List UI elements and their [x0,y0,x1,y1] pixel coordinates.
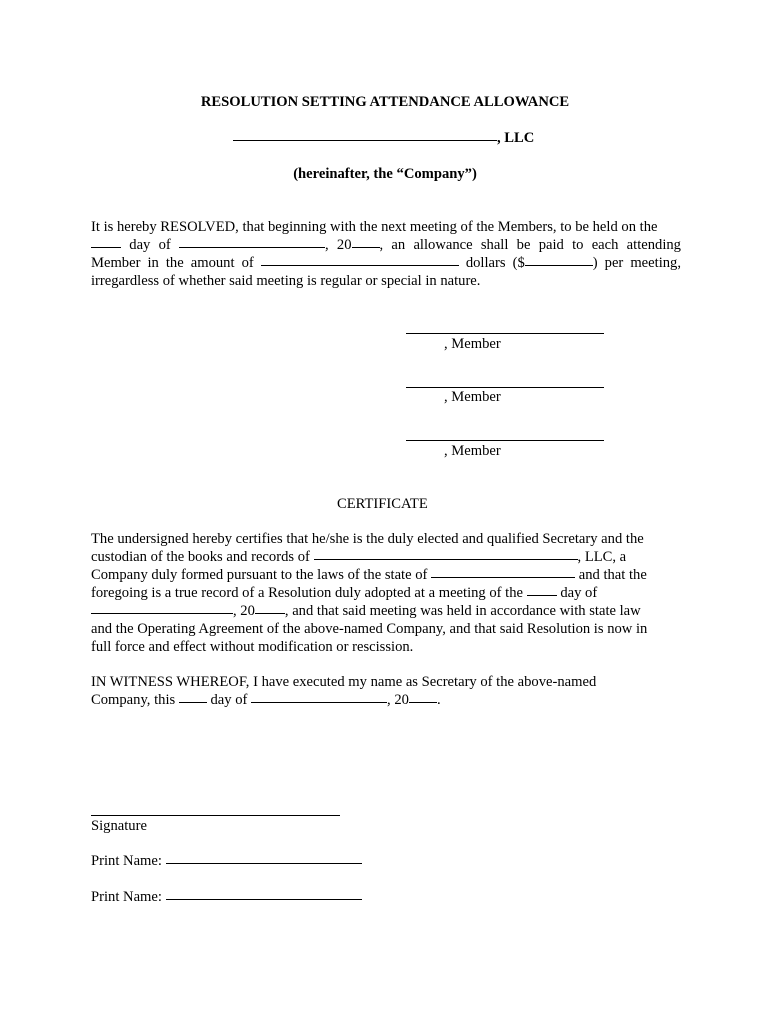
witness-day-blank[interactable] [179,701,207,703]
day-blank[interactable] [91,246,121,248]
witness-month-blank[interactable] [251,701,387,703]
member-signature-line-1[interactable] [406,333,604,334]
company-name-line [233,130,534,147]
print-name-row-2: Print Name: [91,889,362,906]
resolution-line-1: It is hereby RESOLVED, that beginning with the next meeting of the Members, to be held on the [91,219,658,235]
resolution-line-2: day of , 20 , an allowance shall be paid to each attending [91,237,681,254]
certificate-line-7: full force and effect without modification or rescission. [91,639,414,655]
print-name-row-1: Print Name: [91,853,362,870]
certificate-line-1: The undersigned hereby certifies that he/she is the duly elected and qualified Secretary and the [91,531,644,547]
certificate-heading: CERTIFICATE [337,496,428,512]
member-signature-line-3[interactable] [406,440,604,441]
witness-line-1: IN WITNESS WHEREOF, I have executed my name as Secretary of the above-named [91,674,597,690]
member-label-2: , Member [444,389,501,405]
member-label-3: , Member [444,443,501,459]
year-blank[interactable] [352,246,380,248]
signature-line[interactable] [91,815,340,816]
certificate-line-5: , 20 , and that said meeting was held in accordance with state law [91,603,641,620]
member-signature-line-2[interactable] [406,387,604,388]
llc-suffix: , LLC [497,130,535,146]
certificate-line-2: custodian of the books and records of , LLC, a [91,549,627,565]
meeting-year-blank[interactable] [255,612,285,614]
signature-label: Signature [91,818,147,834]
company-records-blank[interactable] [314,558,578,560]
witness-line-2: Company, this day of , 20 . [91,692,441,708]
resolution-line-3: Member in the amount of dollars ($ ) per meeting, [91,255,681,271]
witness-year-blank[interactable] [409,701,437,703]
certificate-line-6: and the Operating Agreement of the above-named Company, and that said Resolution is now in [91,621,648,637]
company-alias: (hereinafter, the “Company”) [293,166,477,182]
print-name-blank-2[interactable] [166,898,362,900]
amount-words-blank[interactable] [261,264,459,266]
certificate-line-4: foregoing is a true record of a Resolution duly adopted at a meeting of the day of [91,585,598,601]
member-label-1: , Member [444,336,501,352]
month-blank[interactable] [179,246,325,248]
document-title: RESOLUTION SETTING ATTENDANCE ALLOWANCE [200,94,570,110]
company-name-blank[interactable] [233,139,497,141]
resolution-line-4: irregardless of whether said meeting is regular or special in nature. [91,273,481,289]
amount-number-blank[interactable] [525,264,593,266]
print-name-blank-1[interactable] [166,862,362,864]
meeting-day-blank[interactable] [527,594,557,596]
meeting-month-blank[interactable] [91,612,233,614]
certificate-line-3: Company duly formed pursuant to the laws of the state of and that the [91,567,647,583]
state-blank[interactable] [431,576,575,578]
